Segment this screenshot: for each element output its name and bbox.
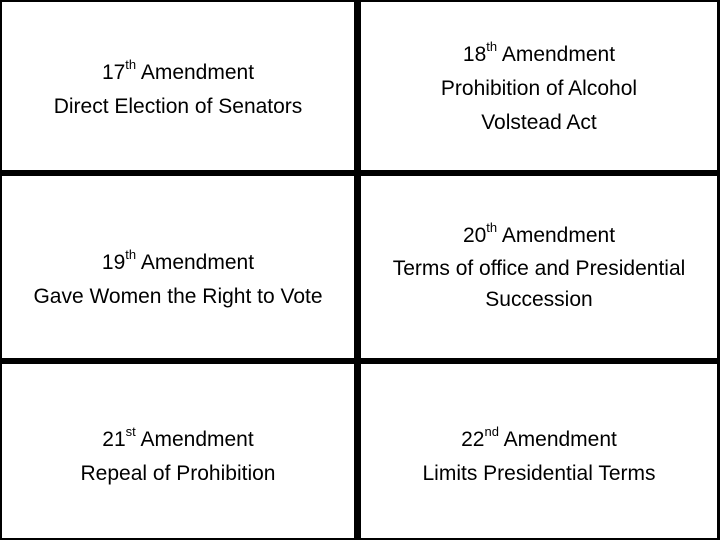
card-21st-amendment (2, 364, 354, 538)
amendment-description: Direct Election of Senators (53, 95, 303, 118)
amendment-number: 21 (102, 428, 126, 451)
card-content (33, 246, 322, 314)
card-content (422, 423, 655, 491)
amendment-number: 18 (462, 43, 487, 66)
card-content (54, 56, 303, 124)
amendment-label: Amendment (501, 43, 616, 66)
amendment-description: Gave Women the Right to Vote (33, 285, 323, 308)
card-content (441, 38, 637, 140)
ordinal-suffix: st (125, 424, 136, 439)
ordinal-suffix: th (125, 247, 137, 262)
ordinal-suffix: th (125, 57, 137, 72)
amendment-description: Terms of office and Presidential Succession (392, 257, 686, 311)
card-17th-amendment (2, 2, 354, 170)
amendment-number: 17 (101, 61, 126, 84)
amendment-number: 19 (101, 251, 126, 274)
card-content (81, 423, 276, 491)
amendment-description: Volstead Act (481, 111, 597, 134)
ordinal-suffix: th (486, 220, 498, 235)
amendment-number: 22 (461, 428, 485, 451)
amendment-label: Amendment (503, 428, 617, 451)
amendment-label: Amendment (140, 61, 255, 84)
amendment-label: Amendment (140, 428, 254, 451)
amendment-label: Amendment (140, 251, 255, 274)
amendment-heading (54, 56, 303, 90)
amendment-heading (422, 423, 655, 457)
card-20th-amendment (361, 176, 717, 358)
ordinal-suffix: th (486, 39, 498, 54)
card-22nd-amendment (361, 364, 717, 538)
card-19th-amendment (2, 176, 354, 358)
amendment-label: Amendment (501, 224, 616, 247)
amendment-heading (81, 423, 276, 457)
amendment-number: 20 (462, 224, 487, 247)
amendment-description: Prohibition of Alcohol (440, 77, 638, 100)
amendment-heading (33, 246, 322, 280)
amendment-description: Repeal of Prohibition (80, 462, 276, 485)
amendment-description: Limits Presidential Terms (422, 462, 656, 485)
ordinal-suffix: nd (484, 424, 499, 439)
amendment-heading (361, 219, 717, 253)
amendment-heading (441, 38, 637, 72)
card-18th-amendment (361, 2, 717, 170)
card-content (361, 219, 717, 315)
